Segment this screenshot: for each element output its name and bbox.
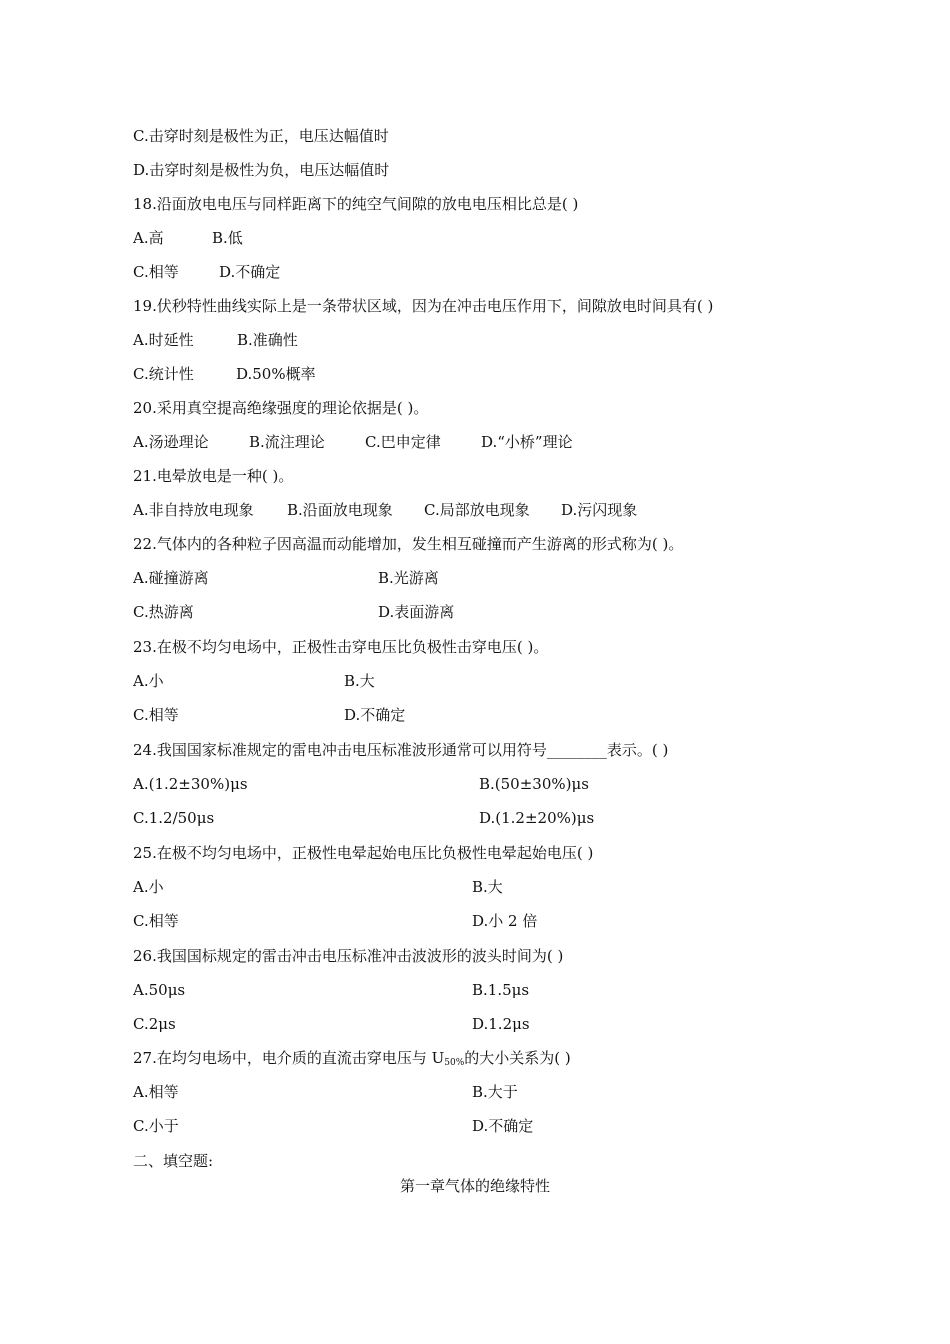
q22-stem: 22.气体内的各种粒子因高温而动能增加，发生相互碰撞而产生游离的形式称为( )。 (133, 535, 684, 553)
q25-option-d: D.小 2 倍 (472, 912, 538, 930)
q27-option-d: D.不确定 (472, 1117, 534, 1135)
q23-option-b: B.大 (344, 672, 375, 690)
q26-option-a: A.50μs (133, 981, 186, 999)
q20-option-d: D.“小桥”理论 (481, 433, 573, 451)
q19-option-d: D.50%概率 (236, 365, 316, 383)
q19-option-b: B.准确性 (237, 331, 298, 349)
q19-option-a: A.时延性 (133, 331, 194, 349)
q22-option-c: C.热游离 (133, 603, 194, 621)
q27-option-b: B.大于 (472, 1083, 518, 1101)
q27-option-a: A.相等 (133, 1083, 179, 1101)
q17-option-c: C.击穿时刻是极性为正，电压达幅值时 (133, 127, 389, 145)
q20-option-c: C.巴申定律 (365, 433, 441, 451)
q27-stem-tail: 的大小关系为( ) (464, 1049, 571, 1067)
q24-option-a: A.(1.2±30%)μs (133, 775, 248, 793)
q19-stem: 19.伏秒特性曲线实际上是一条带状区域，因为在冲击电压作用下，间隙放电时间具有( ) (133, 297, 714, 315)
q27-stem-text: 27.在均匀电场中，电介质的直流击穿电压与 U (133, 1049, 445, 1067)
q27-stem-subscript: 50% (444, 1058, 465, 1068)
q23-option-d: D.不确定 (344, 706, 406, 724)
q24-option-b: B.(50±30%)μs (479, 775, 589, 793)
q23-stem: 23.在极不均匀电场中，正极性击穿电压比负极性击穿电压( )。 (133, 638, 549, 656)
q22-option-b: B.光游离 (378, 569, 439, 587)
section-heading: 二、填空题: (133, 1152, 214, 1170)
chapter-title: 第一章气体的绝缘特性 (399, 1177, 550, 1195)
q24-option-c: C.1.2/50μs (133, 809, 215, 827)
q22-option-a: A.碰撞游离 (133, 569, 209, 587)
q20-option-a: A.汤逊理论 (133, 433, 209, 451)
q21-stem: 21.电晕放电是一种( )。 (133, 467, 294, 485)
q25-option-b: B.大 (472, 878, 503, 896)
q20-option-b: B.流注理论 (249, 433, 325, 451)
q18-option-a: A.高 (133, 229, 164, 247)
q18-option-d: D.不确定 (219, 263, 281, 281)
q21-option-c: C.局部放电现象 (424, 501, 530, 519)
q26-stem: 26.我国国标规定的雷击冲击电压标准冲击波波形的波头时间为( ) (133, 947, 564, 965)
q18-stem: 18.沿面放电电压与同样距离下的纯空气间隙的放电电压相比总是( ) (133, 195, 579, 213)
q18-option-b: B.低 (212, 229, 243, 247)
q26-option-b: B.1.5μs (472, 981, 530, 999)
q23-option-a: A.小 (133, 672, 164, 690)
q25-stem: 25.在极不均匀电场中，正极性电晕起始电压比负极性电晕起始电压( ) (133, 844, 594, 862)
q23-option-c: C.相等 (133, 706, 179, 724)
q25-option-a: A.小 (133, 878, 164, 896)
q19-option-c: C.统计性 (133, 365, 194, 383)
q21-option-a: A.非自持放电现象 (133, 501, 254, 519)
q26-option-c: C.2μs (133, 1015, 176, 1033)
q27-option-c: C.小于 (133, 1117, 179, 1135)
q27-stem (133, 1047, 571, 1069)
q21-option-b: B.沿面放电现象 (287, 501, 393, 519)
q24-option-d: D.(1.2±20%)μs (479, 809, 595, 827)
q26-option-d: D.1.2μs (472, 1015, 530, 1033)
q25-option-c: C.相等 (133, 912, 179, 930)
q22-option-d: D.表面游离 (378, 603, 455, 621)
q20-stem: 20.采用真空提高绝缘强度的理论依据是( )。 (133, 399, 429, 417)
q21-option-d: D.污闪现象 (561, 501, 638, 519)
q24-stem: 24.我国国家标准规定的雷电冲击电压标准波形通常可以用符号________表示。( ) (133, 741, 669, 759)
q17-option-d: D.击穿时刻是极性为负，电压达幅值时 (133, 161, 390, 179)
q18-option-c: C.相等 (133, 263, 179, 281)
